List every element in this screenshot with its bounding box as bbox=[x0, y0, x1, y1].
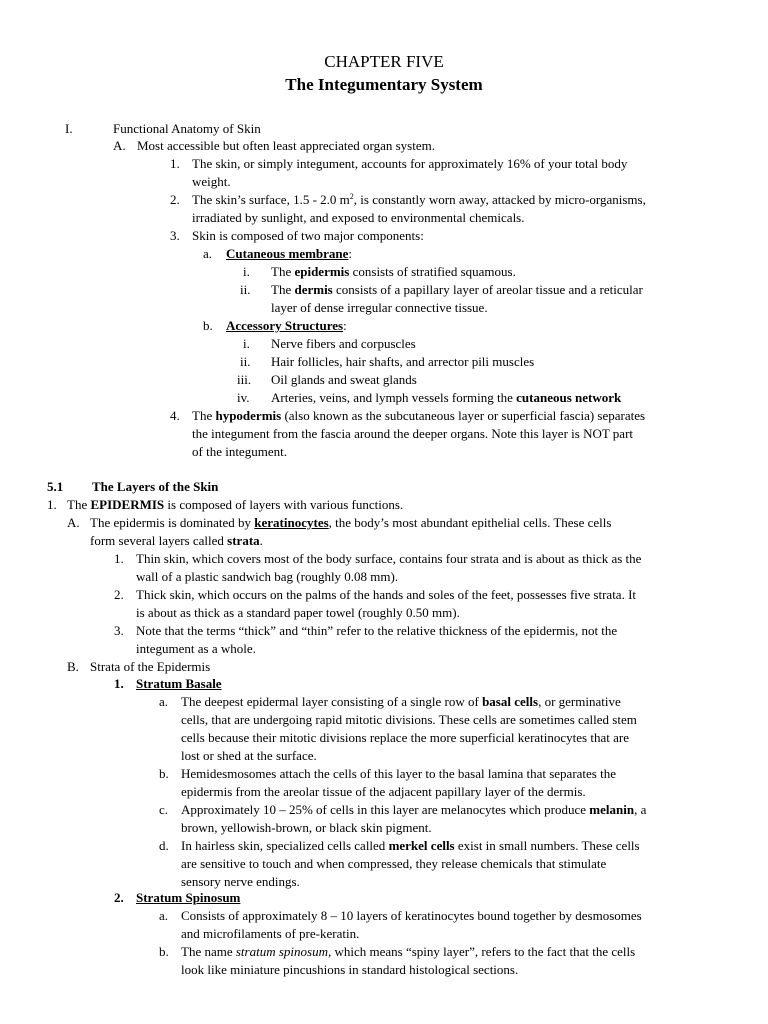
outline-line bbox=[181, 801, 646, 819]
outline-line bbox=[136, 604, 460, 622]
outline-line bbox=[181, 765, 616, 783]
outline-line bbox=[271, 353, 534, 371]
bold-term: basal cells bbox=[482, 694, 539, 709]
text-run: irradiated by sunlight, and exposed to environmental chemicals. bbox=[192, 210, 525, 225]
text-run: epidermis from the areolar tissue of the adjacent papillary layer of the dermis. bbox=[181, 784, 586, 799]
text-run: . bbox=[259, 533, 263, 548]
outline-line bbox=[136, 622, 617, 640]
text-run: , is constantly worn away, attacked by micro-organisms, bbox=[353, 192, 646, 207]
text-run: The skin, or simply integument, accounts for approximately 16% of your total body bbox=[192, 156, 628, 171]
text-run: The skin’s surface, 1.5 - 2.0 m bbox=[192, 192, 350, 207]
text-run: : bbox=[348, 246, 353, 261]
outline-marker: 4. bbox=[170, 408, 180, 423]
bold-term: epidermis bbox=[294, 264, 350, 279]
text-run: consists of stratified squamous. bbox=[349, 264, 516, 279]
outline-marker: A. bbox=[113, 138, 126, 153]
text-run: sensory nerve endings. bbox=[181, 874, 300, 889]
outline-line bbox=[90, 658, 210, 676]
outline-marker: c. bbox=[159, 802, 169, 817]
outline-line bbox=[271, 299, 488, 317]
text-run: , or germinative bbox=[538, 694, 621, 709]
text-run: 2 bbox=[349, 192, 354, 201]
outline-line bbox=[113, 120, 261, 138]
text-run: The bbox=[67, 497, 91, 512]
outline-line bbox=[271, 389, 621, 407]
outline-line bbox=[192, 227, 424, 245]
outline-line bbox=[90, 514, 611, 532]
outline-line bbox=[192, 209, 525, 227]
outline-line bbox=[90, 532, 263, 550]
text-run: Skin is composed of two major components: bbox=[192, 228, 424, 243]
outline-marker: 1. bbox=[114, 551, 124, 566]
text-run: is composed of layers with various functions. bbox=[164, 497, 404, 512]
outline-marker: b. bbox=[159, 766, 169, 781]
outline-marker: iii. bbox=[237, 372, 252, 387]
text-run: is about as thick as a standard paper towel (roughly 0.50 mm). bbox=[136, 605, 460, 620]
text-run: Hemidesmosomes attach the cells of this layer to the basal lamina that separates the bbox=[181, 766, 616, 781]
outline-line bbox=[136, 550, 641, 568]
bold-term: hypodermis bbox=[215, 408, 282, 423]
bold-term: Accessory Structures bbox=[226, 318, 344, 333]
text-run: : bbox=[343, 318, 347, 333]
bold-term: dermis bbox=[294, 282, 333, 297]
text-run: Oil glands and sweat glands bbox=[271, 372, 417, 387]
outline-line bbox=[181, 747, 317, 765]
outline-line bbox=[137, 137, 435, 155]
text-run: , a bbox=[634, 802, 647, 817]
outline-marker: a. bbox=[203, 246, 213, 261]
text-run: Thick skin, which occurs on the palms of the hands and soles of the feet, possesses five strata. It bbox=[136, 587, 637, 602]
text-run: Strata of the Epidermis bbox=[90, 659, 211, 674]
outline-marker: d. bbox=[159, 838, 169, 853]
outline-line bbox=[192, 173, 231, 191]
text-run: Arteries, veins, and lymph vessels forming the bbox=[271, 390, 517, 405]
text-run: exist in small numbers. These cells bbox=[454, 838, 640, 853]
outline-marker: 3. bbox=[114, 623, 124, 638]
outline-line bbox=[181, 961, 518, 979]
text-run: , the body’s most abundant epithelial cells. These cells bbox=[328, 515, 612, 530]
text-run: Thin skin, which covers most of the body surface, contains four strata and is about as thick as the bbox=[136, 551, 642, 566]
outline-line bbox=[226, 317, 347, 335]
text-run: Functional Anatomy of Skin bbox=[113, 121, 261, 136]
bold-term: merkel cells bbox=[388, 838, 455, 853]
text-run: cells, that are undergoing rapid mitotic divisions. These cells are sometimes called stem bbox=[181, 712, 637, 727]
text-run: Approximately 10 – 25% of cells in this layer are melanocytes which produce bbox=[181, 802, 590, 817]
outline-marker: i. bbox=[243, 336, 250, 351]
bold-term: EPIDERMIS bbox=[90, 497, 165, 512]
chapter-subtitle: The Integumentary System bbox=[285, 75, 483, 94]
outline-line bbox=[271, 281, 643, 299]
text-run: (also known as the subcutaneous layer or superficial fascia) separates bbox=[281, 408, 646, 423]
outline-marker: 2. bbox=[114, 890, 124, 905]
text-run: , which means “spiny layer”, refers to the fact that the cells bbox=[327, 944, 636, 959]
outline-marker: b. bbox=[159, 944, 169, 959]
text-run: of the integument. bbox=[192, 444, 287, 459]
text-run: The name bbox=[181, 944, 236, 959]
outline-line bbox=[136, 889, 240, 907]
outline-line bbox=[181, 783, 586, 801]
bold-term: The Layers of the Skin bbox=[92, 479, 219, 494]
text-run: look like miniature pincushions in standard histological sections. bbox=[181, 962, 519, 977]
outline-line bbox=[271, 335, 416, 353]
text-run: stratum spinosum bbox=[235, 944, 328, 959]
text-run: The epidermis is dominated by bbox=[90, 515, 255, 530]
outline-line bbox=[192, 155, 627, 173]
outline-line bbox=[181, 693, 621, 711]
outline-line bbox=[181, 907, 642, 925]
outline-line bbox=[271, 263, 516, 281]
outline-line bbox=[136, 568, 398, 586]
outline-line bbox=[181, 729, 629, 747]
outline-line bbox=[181, 855, 606, 873]
outline-marker: a. bbox=[159, 694, 169, 709]
outline-line bbox=[181, 943, 635, 961]
text-run: Consists of approximately 8 – 10 layers of keratinocytes bound together by desmosomes bbox=[181, 908, 642, 923]
text-run: cells because their mitotic divisions replace the more superficial keratinocytes that are bbox=[181, 730, 629, 745]
outline-marker: a. bbox=[159, 908, 169, 923]
outline-line bbox=[271, 371, 417, 389]
outline-marker: 1. bbox=[47, 497, 57, 512]
outline-line bbox=[181, 819, 432, 837]
outline-marker: ii. bbox=[240, 354, 251, 369]
outline-line bbox=[67, 496, 403, 514]
bold-term: Stratum Basale bbox=[136, 676, 222, 691]
text-run: Nerve fibers and corpuscles bbox=[271, 336, 416, 351]
bold-term: cutaneous network bbox=[516, 390, 622, 405]
outline-marker: 3. bbox=[170, 228, 180, 243]
text-run: integument as a whole. bbox=[136, 641, 256, 656]
outline-line bbox=[181, 711, 637, 729]
outline-line bbox=[136, 640, 256, 658]
text-run: The deepest epidermal layer consisting of a single row of bbox=[181, 694, 483, 709]
chapter-title: CHAPTER FIVE bbox=[324, 52, 444, 71]
outline-marker: iv. bbox=[237, 390, 250, 405]
outline-marker: B. bbox=[67, 659, 79, 674]
outline-line bbox=[92, 478, 218, 496]
text-run: weight. bbox=[192, 174, 231, 189]
outline-line bbox=[136, 675, 222, 693]
outline-marker: A. bbox=[67, 515, 80, 530]
text-run: In hairless skin, specialized cells called bbox=[181, 838, 389, 853]
text-run: wall of a plastic sandwich bag (roughly 0.08 mm). bbox=[136, 569, 399, 584]
outline-line bbox=[192, 191, 646, 209]
outline-marker: 5.1 bbox=[47, 479, 64, 494]
outline-line bbox=[226, 245, 352, 263]
text-run: are sensitive to touch and when compressed, they release chemicals that stimulate bbox=[181, 856, 607, 871]
text-run: lost or shed at the surface. bbox=[181, 748, 317, 763]
text-run: and microfilaments of pre-keratin. bbox=[181, 926, 360, 941]
text-run: The bbox=[271, 264, 295, 279]
outline-marker: I. bbox=[65, 121, 73, 136]
bold-term: keratinocytes bbox=[254, 515, 329, 530]
bold-term: Stratum Spinosum bbox=[136, 890, 241, 905]
outline-marker: 2. bbox=[114, 587, 124, 602]
outline-line bbox=[181, 925, 359, 943]
text-run: form several layers called bbox=[90, 533, 228, 548]
text-run: the integument from the fascia around the deeper organs. Note this layer is NOT part bbox=[192, 426, 634, 441]
outline-line bbox=[181, 837, 640, 855]
text-run: layer of dense irregular connective tissue. bbox=[271, 300, 488, 315]
outline-line bbox=[192, 407, 645, 425]
bold-term: Cutaneous membrane bbox=[226, 246, 349, 261]
text-run: Note that the terms “thick” and “thin” refer to the relative thickness of the epidermis, not the bbox=[136, 623, 618, 638]
text-run: The bbox=[271, 282, 295, 297]
bold-term: melanin bbox=[589, 802, 635, 817]
outline-line bbox=[192, 425, 633, 443]
outline-marker: 1. bbox=[114, 676, 124, 691]
text-run: The bbox=[192, 408, 216, 423]
outline-marker: ii. bbox=[240, 282, 251, 297]
text-run: consists of a papillary layer of areolar tissue and a reticular bbox=[332, 282, 643, 297]
outline-marker: i. bbox=[243, 264, 250, 279]
bold-term: strata bbox=[227, 533, 260, 548]
outline-marker: 2. bbox=[170, 192, 180, 207]
text-run: Most accessible but often least appreciated organ system. bbox=[137, 138, 435, 153]
outline-marker: b. bbox=[203, 318, 213, 333]
outline-line bbox=[192, 443, 287, 461]
text-run: Hair follicles, hair shafts, and arrector pili muscles bbox=[271, 354, 535, 369]
outline-marker: 1. bbox=[170, 156, 180, 171]
outline-line bbox=[136, 586, 636, 604]
text-run: brown, yellowish-brown, or black skin pigment. bbox=[181, 820, 432, 835]
